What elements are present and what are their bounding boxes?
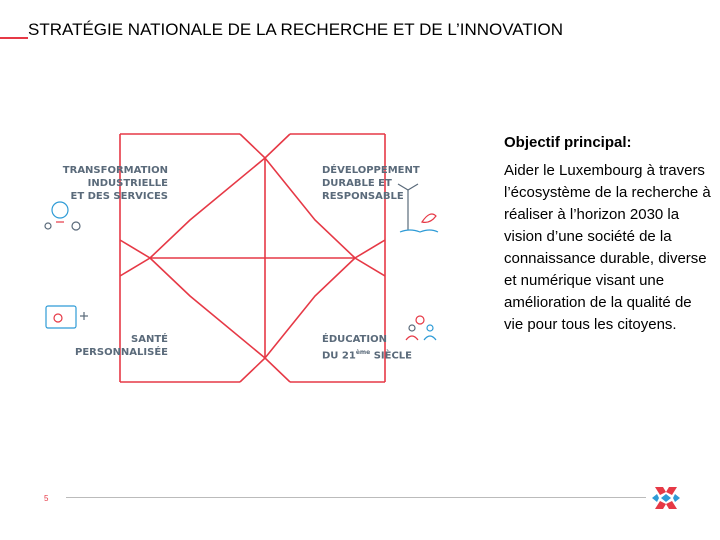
objective-heading: Objectif principal:: [504, 134, 632, 151]
title-accent-bar: [0, 37, 28, 39]
quadrant-tl-line-2: INDUSTRIELLE: [87, 178, 168, 189]
frame-top-peak: [240, 134, 290, 158]
quadrant-tr-line-2: DURABLE ET: [322, 178, 392, 189]
quadrant-bl-line-2: PERSONNALISÉE: [75, 347, 168, 358]
page-number: 5: [44, 494, 49, 503]
quadrant-bl-line-1: SANTÉ: [131, 334, 168, 345]
objective-panel: [504, 132, 714, 336]
quadrant-tr-line-3: RESPONSABLE: [322, 191, 404, 202]
quadrant-br-line-2-sup: ème: [355, 349, 371, 356]
quadrant-label-bottom-left: [60, 333, 168, 359]
frame-bottom-peak: [240, 358, 290, 382]
objective-body: Aider le Luxembourg à travers l’écosystème de la recherche à réaliser à l’horizon 2030 la vision d’une société de la connaissance durable, diverse et numérique visant une amélioration de la qualité de vie pour tous les citoyens.: [504, 162, 711, 333]
quadrant-label-top-left: [60, 164, 168, 203]
quadrant-br-line-1: ÉDUCATION: [322, 334, 387, 345]
quadrant-br-line-2: [322, 346, 412, 362]
slide-title: STRATÉGIE NATIONALE DE LA RECHERCHE ET DE L’INNOVATION: [28, 20, 563, 39]
lightbulb-gears-icon: [45, 202, 80, 230]
quadrant-tl-line-1: TRANSFORMATION: [62, 165, 168, 176]
luxembourg-cross-logo: [652, 484, 680, 512]
frame-left-notch: [120, 240, 150, 276]
quadrant-label-bottom-right: [322, 333, 412, 362]
quadrant-tr-line-1: DÉVELOPPEMENT: [322, 165, 420, 176]
quadrant-tl-line-3: ET DES SERVICES: [70, 191, 168, 202]
quadrant-br-line-2-post: SIÈCLE: [370, 350, 412, 362]
logo-cross-shapes: [652, 487, 680, 509]
medical-screen-icon: [46, 306, 88, 328]
quadrant-br-line-2-pre: DU 21: [322, 350, 356, 362]
footer-divider: [66, 497, 646, 498]
frame-right-notch: [355, 240, 385, 276]
quadrant-label-top-right: [322, 164, 420, 203]
